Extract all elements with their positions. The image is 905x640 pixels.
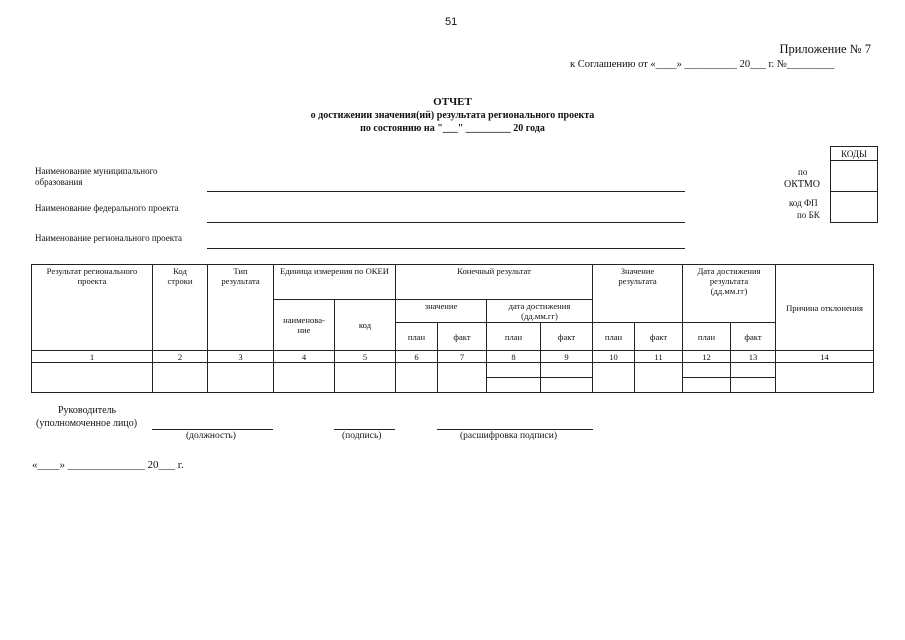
decoding-caption: (расшифровка подписи) <box>460 431 557 441</box>
table-cell[interactable] <box>32 363 153 393</box>
table-cell[interactable] <box>541 363 593 378</box>
header-type-1: Тип <box>233 266 248 276</box>
column-numbers-row <box>32 351 874 363</box>
header-final-date-1: дата достижения <box>508 301 571 311</box>
oktmo-code-cell[interactable] <box>831 161 878 192</box>
signature-line[interactable] <box>334 429 395 430</box>
column-number: 4 <box>274 351 335 363</box>
report-subtitle: о достижении значения(ий) результата регионального проекта <box>310 110 595 121</box>
agreement-reference: к Соглашению от «____» __________ 20___ г. №_________ <box>570 59 835 70</box>
table-cell[interactable] <box>335 363 396 393</box>
header-fact: факт <box>438 323 487 351</box>
column-number: 2 <box>153 351 208 363</box>
municipality-field-line[interactable] <box>207 191 685 192</box>
column-number: 8 <box>487 351 541 363</box>
table-cell[interactable] <box>593 363 635 393</box>
report-title: ОТЧЕТ <box>433 96 472 108</box>
column-number: 5 <box>335 351 396 363</box>
header-date <box>683 265 776 323</box>
codes-table <box>830 146 878 223</box>
column-number: 3 <box>208 351 274 363</box>
bk-label: по БК <box>797 210 820 220</box>
table-cell[interactable] <box>487 363 541 378</box>
table-cell[interactable] <box>635 363 683 393</box>
column-number: 7 <box>438 351 487 363</box>
appendix-title: Приложение № 7 <box>779 42 871 56</box>
column-number: 13 <box>731 351 776 363</box>
header-unit-name-1: наименова- <box>283 315 325 325</box>
header-final-date <box>487 300 593 323</box>
column-number: 14 <box>776 351 874 363</box>
oktmo-label: ОКТМО <box>784 179 820 190</box>
table-row <box>32 363 874 378</box>
table-cell[interactable] <box>396 363 438 393</box>
header-unit-name-2: ние <box>297 325 311 335</box>
header-value-1: Значение <box>620 266 655 276</box>
table-cell[interactable] <box>683 363 731 378</box>
decoding-line[interactable] <box>437 429 593 430</box>
federal-project-label: Наименование федерального проекта <box>35 203 179 213</box>
table-cell[interactable] <box>731 378 776 393</box>
header-result <box>32 265 153 351</box>
header-final-result: Конечный результат <box>396 265 593 300</box>
municipality-label-line1: Наименование муниципального <box>35 166 158 176</box>
header-result-text: Результат регионального проекта <box>46 266 138 286</box>
header-unit-name <box>274 300 335 351</box>
signature-date-line: «____» ______________ 20___ г. <box>32 459 184 471</box>
header-plan: план <box>396 323 438 351</box>
report-table <box>31 264 874 393</box>
column-number: 10 <box>593 351 635 363</box>
page-number: 51 <box>445 16 458 28</box>
column-number: 1 <box>32 351 153 363</box>
table-cell[interactable] <box>208 363 274 393</box>
header-fact: факт <box>635 323 683 351</box>
header-reason: Причина отклонения <box>776 265 874 351</box>
header-final-date-2: (дд.мм.гг) <box>521 311 558 321</box>
head-label: Руководитель <box>58 405 117 416</box>
table-cell[interactable] <box>683 378 731 393</box>
regional-project-label: Наименование регионального проекта <box>35 233 183 243</box>
header-fact: факт <box>731 323 776 351</box>
municipality-label-line2: образования <box>35 177 83 187</box>
table-cell[interactable] <box>487 378 541 393</box>
header-value-2: результата <box>618 276 657 286</box>
fp-code-label: код ФП <box>789 198 818 208</box>
header-unit-code: код <box>335 300 396 351</box>
report-date-line: по состоянию на "___" _________ 20 года <box>360 123 545 134</box>
table-cell[interactable] <box>731 363 776 378</box>
header-value <box>593 265 683 323</box>
oktmo-prefix: по <box>798 167 808 177</box>
authorized-person-label: (уполномоченное лицо) <box>36 418 138 429</box>
header-plan: план <box>683 323 731 351</box>
header-plan: план <box>593 323 635 351</box>
header-type <box>208 265 274 351</box>
header-unit <box>274 265 396 300</box>
column-number: 11 <box>635 351 683 363</box>
header-date-3: (дд.мм.гг) <box>710 286 748 296</box>
header-fact: факт <box>541 323 593 351</box>
table-cell[interactable] <box>541 378 593 393</box>
header-date-2: результата <box>709 276 749 286</box>
codes-header: КОДЫ <box>831 147 878 161</box>
municipality-label <box>35 166 158 188</box>
column-number: 9 <box>541 351 593 363</box>
table-cell[interactable] <box>153 363 208 393</box>
header-date-1: Дата достижения <box>697 266 761 276</box>
signature-caption: (подпись) <box>342 431 382 441</box>
table-cell[interactable] <box>274 363 335 393</box>
header-type-2: результата <box>221 276 260 286</box>
table-cell[interactable] <box>438 363 487 393</box>
report-title-block <box>0 96 905 135</box>
column-number: 12 <box>683 351 731 363</box>
header-final-value: значение <box>396 300 487 323</box>
table-cell[interactable] <box>776 363 874 393</box>
header-line-code-1: Код <box>173 266 187 276</box>
federal-project-field-line[interactable] <box>207 222 685 223</box>
column-number: 6 <box>396 351 438 363</box>
position-line[interactable] <box>152 429 273 430</box>
header-line-code-2: строки <box>167 276 193 286</box>
position-caption: (должность) <box>186 431 236 441</box>
header-unit-text: Единица измерения по ОКЕИ <box>280 266 389 276</box>
regional-project-field-line[interactable] <box>207 248 685 249</box>
header-plan: план <box>487 323 541 351</box>
header-line-code <box>153 265 208 351</box>
fp-code-cell[interactable] <box>831 192 878 223</box>
